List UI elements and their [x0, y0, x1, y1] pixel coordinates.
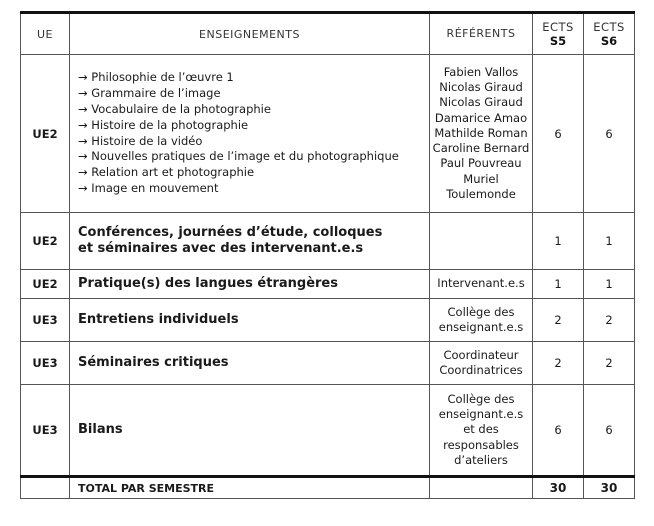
list-item: → Nouvelles pratiques de l’image et du photographique — [78, 149, 399, 164]
row-referents — [430, 213, 533, 270]
referent-name: Paul Pouvreau — [440, 156, 522, 171]
table-row — [21, 299, 635, 342]
table-header-row — [21, 13, 635, 55]
row-enseignements — [70, 299, 430, 342]
table-row — [21, 270, 635, 299]
referent-name: Nicolas Giraud — [439, 95, 523, 110]
row-ects-s5: 1 — [533, 270, 584, 299]
list-item: → Histoire de la vidéo — [78, 133, 203, 148]
referent-name: Collège des — [447, 304, 515, 319]
row-referents — [430, 270, 533, 299]
row-referents — [430, 299, 533, 342]
referent-name: enseignant.e.s — [438, 320, 524, 334]
header-ects-label: ECTS — [593, 20, 625, 34]
row-ects-s5: 1 — [533, 213, 584, 270]
referent-name: responsables — [443, 437, 519, 452]
list-item: → Image en mouvement — [78, 181, 219, 196]
referent-name: Muriel — [463, 171, 499, 186]
total-ue-empty — [21, 477, 70, 499]
list-item: → Histoire de la photographie — [78, 117, 249, 132]
course-title: Séminaires critiques — [78, 355, 229, 370]
referent-name: Nicolas Giraud — [439, 80, 523, 95]
row-ue: UE2 — [21, 213, 70, 270]
row-ects-s6: 6 — [584, 55, 635, 213]
row-ects-s5: 2 — [533, 299, 584, 342]
table-row — [21, 385, 635, 477]
curriculum-table — [20, 11, 635, 499]
total-label: TOTAL PAR SEMESTRE — [70, 477, 430, 499]
row-ue: UE2 — [21, 55, 70, 213]
row-referents — [430, 55, 533, 213]
row-enseignements — [70, 55, 430, 213]
referent-name: Toulemonde — [446, 186, 516, 201]
referent-name: Intervenant.e.s — [437, 276, 525, 291]
row-enseignements — [70, 342, 430, 385]
header-ects-s5 — [533, 13, 584, 55]
row-ue: UE2 — [21, 270, 70, 299]
row-enseignements — [70, 270, 430, 299]
row-enseignements — [70, 385, 430, 477]
table-row — [21, 342, 635, 385]
row-ue: UE3 — [21, 385, 70, 477]
row-ects-s6: 1 — [584, 270, 635, 299]
row-ects-s6: 2 — [584, 342, 635, 385]
referent-name: Fabien Vallos — [443, 65, 519, 80]
course-title: Entretiens individuels — [78, 312, 239, 327]
list-item: → Relation art et photographie — [78, 165, 255, 180]
header-ects-label: ECTS — [542, 20, 574, 34]
row-ects-s5: 6 — [533, 55, 584, 213]
referent-name: Coordinatrices — [439, 363, 523, 377]
header-s5-label: S5 — [549, 34, 567, 48]
course-list — [78, 70, 429, 197]
row-referents — [430, 342, 533, 385]
total-ects-s5: 30 — [533, 477, 584, 499]
row-ue: UE3 — [21, 299, 70, 342]
curriculum-table-container — [20, 11, 634, 499]
header-ects-s6 — [584, 13, 635, 55]
course-title: Bilans — [78, 422, 123, 437]
referent-name: Caroline Bernard — [432, 141, 530, 156]
row-ects-s6: 2 — [584, 299, 635, 342]
course-title: Conférences, journées d’étude, colloques — [78, 225, 383, 240]
referent-name: Mathilde Roman — [434, 125, 528, 140]
table-row — [21, 55, 635, 213]
row-enseignements — [70, 213, 430, 270]
total-ref-empty — [430, 477, 533, 499]
header-enseignements: ENSEIGNEMENTS — [70, 13, 430, 55]
table-row — [21, 213, 635, 270]
referent-name: et des — [463, 422, 499, 437]
course-title: Pratique(s) des langues étrangères — [78, 276, 338, 291]
referent-name: Coordinateur — [443, 347, 519, 362]
total-row — [21, 477, 635, 499]
header-s6-label: S6 — [600, 34, 618, 48]
row-referents — [430, 385, 533, 477]
referent-name: Collège des — [447, 391, 515, 406]
referent-name: Damarice Amao — [434, 110, 528, 125]
list-item: → Philosophie de l’œuvre 1 — [78, 69, 234, 84]
row-ects-s6: 6 — [584, 385, 635, 477]
row-ects-s5: 6 — [533, 385, 584, 477]
total-ects-s6: 30 — [584, 477, 635, 499]
list-item: → Grammaire de l’image — [78, 85, 221, 100]
row-ue: UE3 — [21, 342, 70, 385]
header-referents: RÉFÉRENTS — [430, 13, 533, 55]
list-item: → Vocabulaire de la photographie — [78, 101, 271, 116]
referent-name: d’ateliers — [454, 452, 508, 467]
course-title: et séminaires avec des intervenant.e.s — [78, 241, 364, 256]
row-ects-s5: 2 — [533, 342, 584, 385]
row-ects-s6: 1 — [584, 213, 635, 270]
referent-name: enseignant.e.s — [438, 407, 524, 422]
header-ue: UE — [21, 13, 70, 55]
